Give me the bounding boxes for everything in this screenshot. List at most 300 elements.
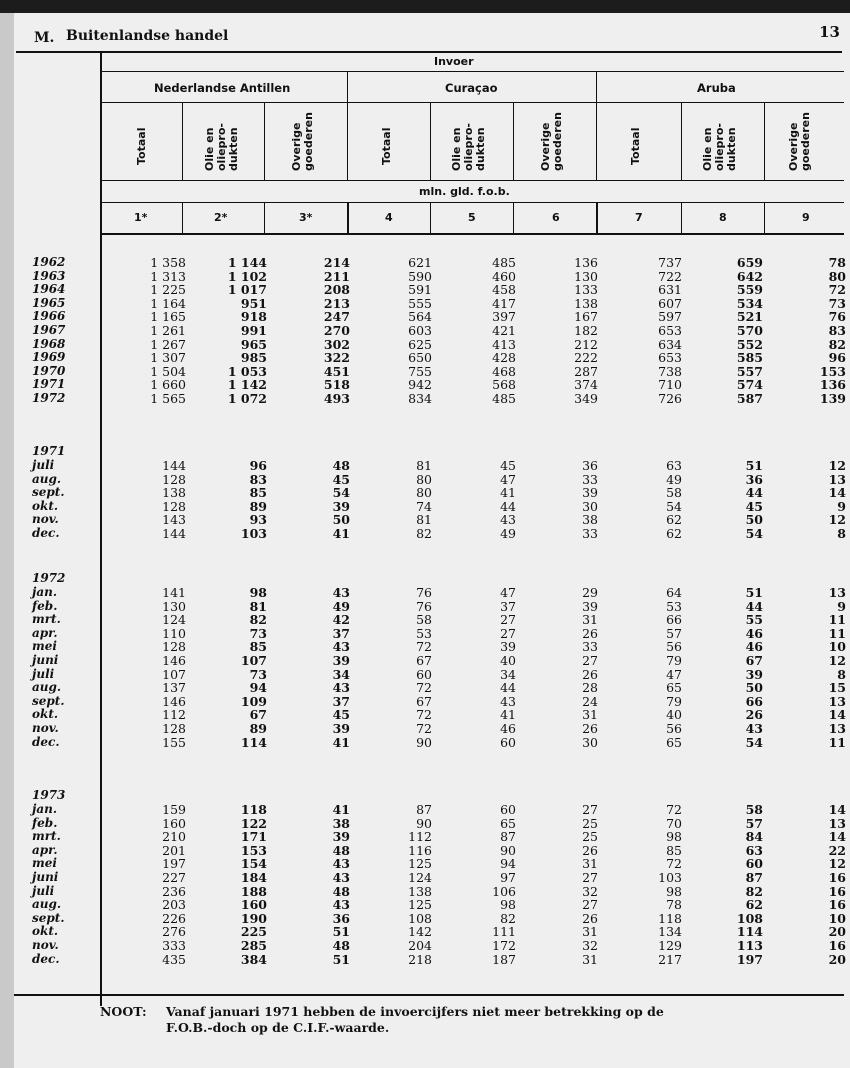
cell-col-5: 37 bbox=[500, 598, 516, 614]
cell-col-9: 73 bbox=[828, 295, 846, 311]
cell-col-5: 421 bbox=[492, 323, 516, 338]
col-number: 4 bbox=[385, 211, 393, 224]
cell-col-3: 270 bbox=[323, 323, 350, 338]
table-row bbox=[14, 600, 850, 614]
region-header-curacao: Curaçao bbox=[445, 81, 498, 95]
cell-col-3: 48 bbox=[332, 883, 350, 899]
cell-col-7: 79 bbox=[666, 693, 682, 709]
row-label: 1963 bbox=[32, 268, 66, 283]
cell-col-3: 54 bbox=[332, 485, 350, 501]
cell-col-6: 27 bbox=[582, 897, 598, 913]
cell-col-5: 44 bbox=[500, 498, 516, 514]
cell-col-5: 82 bbox=[500, 910, 516, 926]
cell-col-1: 128 bbox=[162, 639, 186, 655]
cell-col-9: 136 bbox=[819, 377, 846, 393]
cell-col-5: 39 bbox=[500, 639, 516, 655]
row-label: okt. bbox=[32, 707, 59, 722]
cell-col-3: 50 bbox=[332, 512, 350, 528]
cell-col-6: 31 bbox=[582, 951, 598, 967]
cell-col-5: 27 bbox=[500, 612, 516, 628]
cell-col-3: 39 bbox=[332, 829, 350, 845]
cell-col-6: 31 bbox=[582, 707, 598, 723]
table-row bbox=[14, 885, 850, 899]
cell-col-7: 79 bbox=[666, 653, 682, 668]
cell-col-5: 34 bbox=[500, 666, 516, 682]
cell-col-7: 63 bbox=[666, 458, 682, 473]
col-divider bbox=[264, 102, 265, 180]
cell-col-6: 24 bbox=[582, 693, 598, 709]
cell-col-6: 167 bbox=[574, 309, 598, 325]
page-title: Buitenlandse handel bbox=[66, 28, 229, 44]
cell-col-6: 182 bbox=[574, 323, 598, 338]
cell-col-6: 31 bbox=[582, 924, 598, 940]
cell-col-4: 603 bbox=[408, 323, 432, 338]
cell-col-7: 607 bbox=[658, 295, 682, 311]
col-label-text: goederen bbox=[799, 112, 812, 171]
cell-col-1: 144 bbox=[162, 526, 186, 541]
cell-col-2: 951 bbox=[240, 295, 267, 311]
cell-col-9: 96 bbox=[828, 350, 846, 366]
table-row bbox=[14, 708, 850, 722]
cell-col-7: 70 bbox=[666, 815, 682, 831]
cell-col-1: 1 267 bbox=[150, 336, 186, 352]
cell-col-1: 146 bbox=[162, 653, 186, 668]
cell-col-4: 67 bbox=[416, 693, 432, 709]
cell-col-2: 67 bbox=[249, 707, 267, 723]
cell-col-3: 322 bbox=[323, 350, 350, 366]
cell-col-1: 1 164 bbox=[150, 295, 186, 311]
cell-col-9: 10 bbox=[828, 639, 846, 655]
cell-col-5: 41 bbox=[500, 485, 516, 501]
cell-col-4: 142 bbox=[408, 924, 432, 940]
cell-col-3: 48 bbox=[332, 938, 350, 953]
cell-col-8: 642 bbox=[736, 268, 763, 284]
cell-col-6: 31 bbox=[582, 612, 598, 628]
cell-col-6: 32 bbox=[582, 883, 598, 899]
cell-col-9: 8 bbox=[837, 526, 846, 541]
cell-col-4: 81 bbox=[416, 512, 432, 528]
cell-col-1: 107 bbox=[162, 666, 186, 682]
table-row bbox=[14, 513, 850, 527]
col-label-text: dukten bbox=[725, 127, 738, 171]
cell-col-3: 51 bbox=[332, 924, 350, 940]
cell-col-5: 27 bbox=[500, 625, 516, 641]
table-row bbox=[14, 925, 850, 939]
cell-col-8: 66 bbox=[745, 693, 763, 709]
row-label: 1971 bbox=[32, 377, 66, 392]
cell-col-7: 597 bbox=[658, 309, 682, 325]
col-label-5 bbox=[451, 123, 487, 171]
cell-col-5: 60 bbox=[500, 734, 516, 750]
cell-col-5: 106 bbox=[492, 883, 516, 899]
cell-col-6: 28 bbox=[582, 680, 598, 696]
cell-col-4: 76 bbox=[416, 598, 432, 614]
table-row bbox=[14, 527, 850, 541]
cell-col-3: 45 bbox=[332, 471, 350, 487]
num-divider bbox=[764, 202, 765, 234]
table-row bbox=[14, 297, 850, 311]
cell-col-5: 97 bbox=[500, 870, 516, 885]
cell-col-9: 10 bbox=[828, 910, 846, 926]
row-label: juli bbox=[32, 666, 55, 681]
table-row bbox=[14, 324, 850, 338]
table-row bbox=[14, 310, 850, 324]
cell-col-4: 80 bbox=[416, 471, 432, 487]
cell-col-4: 60 bbox=[416, 666, 432, 682]
cell-col-7: 738 bbox=[658, 363, 682, 379]
cell-col-4: 72 bbox=[416, 639, 432, 655]
cell-col-6: 133 bbox=[574, 282, 598, 298]
cell-col-6: 25 bbox=[582, 829, 598, 845]
col-label-text: goederen bbox=[302, 112, 315, 171]
cell-col-7: 47 bbox=[666, 666, 682, 682]
cell-col-2: 114 bbox=[240, 734, 267, 750]
table-row bbox=[14, 695, 850, 709]
table-row bbox=[14, 473, 850, 487]
cell-col-9: 13 bbox=[828, 721, 846, 736]
table-row bbox=[14, 351, 850, 365]
col-number: 2* bbox=[214, 211, 228, 224]
cell-col-7: 98 bbox=[666, 829, 682, 845]
col-number: 8 bbox=[719, 211, 727, 224]
cell-col-5: 90 bbox=[500, 842, 516, 858]
cell-col-1: 138 bbox=[162, 485, 186, 501]
cell-col-7: 118 bbox=[658, 910, 682, 926]
cell-col-5: 40 bbox=[500, 653, 516, 668]
cell-col-1: 1 565 bbox=[150, 391, 186, 406]
row-label: juli bbox=[32, 458, 55, 472]
col-divider bbox=[430, 102, 431, 180]
cell-col-2: 85 bbox=[249, 639, 267, 655]
cell-col-9: 11 bbox=[828, 612, 846, 628]
cell-col-9: 139 bbox=[819, 391, 846, 406]
cell-col-5: 45 bbox=[500, 458, 516, 473]
cell-col-9: 72 bbox=[828, 282, 846, 298]
cell-col-5: 47 bbox=[500, 471, 516, 487]
cell-col-4: 67 bbox=[416, 653, 432, 668]
cell-col-2: 107 bbox=[240, 653, 267, 668]
row-label: 1967 bbox=[32, 323, 66, 337]
row-label: dec. bbox=[32, 526, 60, 540]
table-row bbox=[14, 613, 850, 627]
cell-col-7: 58 bbox=[666, 485, 682, 501]
cell-col-3: 37 bbox=[332, 625, 350, 641]
cell-col-9: 16 bbox=[828, 897, 846, 913]
cell-col-1: 124 bbox=[162, 612, 186, 628]
cell-col-2: 98 bbox=[249, 585, 267, 600]
cell-col-2: 285 bbox=[240, 938, 267, 953]
cell-col-5: 46 bbox=[500, 721, 516, 736]
cell-col-9: 16 bbox=[828, 870, 846, 885]
cell-col-8: 82 bbox=[745, 883, 763, 899]
cell-col-9: 14 bbox=[828, 485, 846, 501]
cell-col-9: 12 bbox=[828, 856, 846, 872]
cell-col-6: 26 bbox=[582, 666, 598, 682]
note-text-line1: Vanaf januari 1971 hebben de invoercijfers niet meer betrekking op de bbox=[166, 1004, 664, 1019]
cell-col-9: 153 bbox=[819, 363, 846, 379]
table-row bbox=[14, 640, 850, 654]
cell-col-1: 197 bbox=[162, 856, 186, 872]
table-row bbox=[14, 912, 850, 926]
row-label: feb. bbox=[32, 815, 58, 830]
row-label: sept. bbox=[32, 910, 65, 925]
cell-col-6: 138 bbox=[574, 295, 598, 311]
cell-col-9: 16 bbox=[828, 938, 846, 953]
cell-col-7: 56 bbox=[666, 721, 682, 736]
unit-rule-top bbox=[100, 180, 844, 181]
table-row bbox=[14, 486, 850, 500]
cell-col-5: 413 bbox=[492, 336, 516, 352]
cell-col-6: 212 bbox=[574, 336, 598, 352]
row-label: 1964 bbox=[32, 282, 66, 297]
cell-col-8: 67 bbox=[745, 653, 763, 668]
cell-col-2: 1 142 bbox=[227, 377, 267, 393]
cell-col-4: 53 bbox=[416, 625, 432, 641]
col-label-text: oliepro- bbox=[713, 123, 726, 171]
cell-col-4: 72 bbox=[416, 680, 432, 696]
row-label: mrt. bbox=[32, 829, 61, 844]
cell-col-1: 276 bbox=[162, 924, 186, 940]
cell-col-1: 236 bbox=[162, 883, 186, 899]
cell-col-1: 141 bbox=[162, 585, 186, 600]
cell-col-7: 134 bbox=[658, 924, 682, 940]
row-label: dec. bbox=[32, 734, 60, 749]
cell-col-2: 154 bbox=[240, 856, 267, 872]
cell-col-1: 155 bbox=[162, 734, 186, 750]
cell-col-2: 190 bbox=[240, 910, 267, 926]
cell-col-3: 41 bbox=[332, 802, 350, 817]
table-row bbox=[14, 459, 850, 473]
table-row bbox=[14, 803, 850, 817]
cell-col-8: 51 bbox=[745, 458, 763, 473]
row-label: juni bbox=[32, 870, 59, 884]
cell-col-4: 90 bbox=[416, 815, 432, 831]
cell-col-8: 87 bbox=[745, 870, 763, 885]
cell-col-9: 20 bbox=[828, 951, 846, 967]
cell-col-8: 84 bbox=[745, 829, 763, 845]
cell-col-8: 36 bbox=[745, 471, 763, 487]
top-rule bbox=[16, 51, 842, 53]
cell-col-1: 130 bbox=[162, 598, 186, 614]
col-label-6 bbox=[540, 112, 564, 171]
cell-col-7: 62 bbox=[666, 512, 682, 528]
cell-col-3: 43 bbox=[332, 856, 350, 872]
cell-col-4: 942 bbox=[408, 377, 432, 393]
cell-col-3: 37 bbox=[332, 693, 350, 709]
cell-col-7: 722 bbox=[658, 268, 682, 284]
cell-col-3: 39 bbox=[332, 653, 350, 668]
cell-col-8: 45 bbox=[745, 498, 763, 514]
cell-col-4: 204 bbox=[408, 938, 432, 953]
cell-col-3: 43 bbox=[332, 870, 350, 885]
unit-label: mln. gld. f.o.b. bbox=[419, 185, 510, 198]
cell-col-4: 124 bbox=[408, 870, 432, 885]
cell-col-4: 112 bbox=[408, 829, 432, 845]
cell-col-2: 81 bbox=[249, 598, 267, 614]
row-label: juli bbox=[32, 883, 55, 898]
cell-col-8: 559 bbox=[736, 282, 763, 298]
cell-col-8: 60 bbox=[745, 856, 763, 872]
cell-col-7: 710 bbox=[658, 377, 682, 393]
cell-col-1: 203 bbox=[162, 897, 186, 913]
cell-col-2: 985 bbox=[240, 350, 267, 366]
cell-col-5: 458 bbox=[492, 282, 516, 298]
invoer-rule bbox=[100, 71, 844, 72]
cell-col-4: 218 bbox=[408, 951, 432, 967]
col-label-text: Totaal bbox=[380, 127, 393, 165]
row-label: 1966 bbox=[32, 309, 66, 324]
cell-col-7: 85 bbox=[666, 842, 682, 858]
cell-col-5: 98 bbox=[500, 897, 516, 913]
cell-col-4: 58 bbox=[416, 612, 432, 628]
row-label: sept. bbox=[32, 485, 65, 500]
cell-col-3: 48 bbox=[332, 458, 350, 473]
table-row bbox=[14, 668, 850, 682]
col-label-text: Olie en bbox=[450, 127, 463, 171]
cell-col-5: 485 bbox=[492, 255, 516, 270]
cell-col-8: 62 bbox=[745, 897, 763, 913]
cell-col-9: 8 bbox=[837, 666, 846, 682]
cell-col-3: 211 bbox=[323, 268, 350, 284]
cell-col-8: 587 bbox=[736, 391, 763, 406]
table-row bbox=[14, 378, 850, 392]
num-divider bbox=[264, 202, 265, 234]
cell-col-7: 65 bbox=[666, 734, 682, 750]
col-label-9 bbox=[788, 112, 812, 171]
cell-col-9: 16 bbox=[828, 883, 846, 899]
table-bottom-rule bbox=[14, 994, 844, 996]
cell-col-2: 918 bbox=[240, 309, 267, 325]
row-label: apr. bbox=[32, 842, 58, 857]
cell-col-7: 98 bbox=[666, 883, 682, 899]
cell-col-9: 22 bbox=[828, 842, 846, 858]
table-row bbox=[14, 586, 850, 600]
cell-col-6: 26 bbox=[582, 721, 598, 736]
cell-col-3: 36 bbox=[332, 910, 350, 926]
cell-col-8: 44 bbox=[745, 485, 763, 501]
unit-rule-bottom bbox=[100, 202, 844, 203]
cell-col-4: 555 bbox=[408, 295, 432, 311]
num-divider bbox=[347, 202, 349, 234]
cell-col-3: 451 bbox=[323, 363, 350, 379]
cell-col-9: 13 bbox=[828, 585, 846, 600]
cell-col-1: 159 bbox=[162, 802, 186, 817]
cell-col-9: 9 bbox=[837, 598, 846, 614]
col-label-text: Olie en bbox=[701, 127, 714, 171]
cell-col-2: 122 bbox=[240, 815, 267, 831]
cell-col-2: 93 bbox=[249, 512, 267, 528]
cell-col-1: 1 261 bbox=[150, 323, 186, 338]
cell-col-2: 160 bbox=[240, 897, 267, 913]
cell-col-7: 737 bbox=[658, 255, 682, 270]
col-label-text: Olie en bbox=[203, 127, 216, 171]
col-number: 3* bbox=[299, 211, 313, 224]
cell-col-7: 129 bbox=[658, 938, 682, 953]
cell-col-8: 63 bbox=[745, 842, 763, 858]
row-label: okt. bbox=[32, 924, 59, 939]
cell-col-7: 66 bbox=[666, 612, 682, 628]
cell-col-7: 631 bbox=[658, 282, 682, 298]
cell-col-5: 485 bbox=[492, 391, 516, 406]
cell-col-1: 435 bbox=[162, 951, 186, 967]
cell-col-8: 521 bbox=[736, 309, 763, 325]
cell-col-2: 991 bbox=[240, 323, 267, 338]
cell-col-8: 108 bbox=[736, 910, 763, 926]
region-divider bbox=[596, 71, 597, 180]
col-label-1 bbox=[136, 128, 148, 165]
cell-col-1: 1 358 bbox=[150, 255, 186, 270]
col-number: 9 bbox=[802, 211, 810, 224]
col-label-text: Overige bbox=[539, 122, 552, 171]
block-title-1972: 1972 bbox=[32, 571, 66, 585]
table-row bbox=[14, 681, 850, 695]
cell-col-1: 1 504 bbox=[150, 363, 186, 379]
cell-col-9: 76 bbox=[828, 309, 846, 325]
cell-col-3: 43 bbox=[332, 680, 350, 696]
cell-col-6: 374 bbox=[574, 377, 598, 393]
row-label: 1972 bbox=[32, 391, 66, 405]
block-title-1971: 1971 bbox=[32, 444, 66, 458]
cell-col-3: 41 bbox=[332, 526, 350, 541]
num-divider bbox=[596, 202, 598, 234]
cell-col-1: 1 307 bbox=[150, 350, 186, 366]
table-row bbox=[14, 830, 850, 844]
cell-col-7: 53 bbox=[666, 598, 682, 614]
table-row bbox=[14, 736, 850, 750]
cell-col-1: 146 bbox=[162, 693, 186, 709]
table-row bbox=[14, 857, 850, 871]
cell-col-3: 208 bbox=[323, 282, 350, 298]
row-label: 1970 bbox=[32, 363, 66, 378]
cell-col-8: 557 bbox=[736, 363, 763, 379]
cell-col-8: 659 bbox=[736, 255, 763, 270]
cell-col-2: 73 bbox=[249, 666, 267, 682]
cell-col-6: 39 bbox=[582, 598, 598, 614]
cell-col-4: 138 bbox=[408, 883, 432, 899]
cell-col-8: 26 bbox=[745, 707, 763, 723]
table-row bbox=[14, 627, 850, 641]
cell-col-2: 225 bbox=[240, 924, 267, 940]
document-page bbox=[14, 13, 850, 1068]
cell-col-2: 83 bbox=[249, 471, 267, 487]
cell-col-7: 65 bbox=[666, 680, 682, 696]
cell-col-4: 87 bbox=[416, 802, 432, 817]
cell-col-1: 128 bbox=[162, 498, 186, 514]
cell-col-9: 9 bbox=[837, 498, 846, 514]
region-divider bbox=[347, 71, 348, 180]
row-label: okt. bbox=[32, 498, 59, 513]
cell-col-1: 201 bbox=[162, 842, 186, 858]
cell-col-9: 14 bbox=[828, 707, 846, 723]
cell-col-8: 197 bbox=[736, 951, 763, 967]
cell-col-2: 171 bbox=[240, 829, 267, 845]
cell-col-2: 384 bbox=[240, 951, 267, 967]
col-divider bbox=[513, 102, 514, 180]
cell-col-4: 82 bbox=[416, 526, 432, 541]
cell-col-2: 965 bbox=[240, 336, 267, 352]
cell-col-1: 143 bbox=[162, 512, 186, 528]
cell-col-5: 65 bbox=[500, 815, 516, 831]
cell-col-3: 493 bbox=[323, 391, 350, 406]
col-label-text: Totaal bbox=[629, 127, 642, 165]
cell-col-5: 568 bbox=[492, 377, 516, 393]
cell-col-8: 114 bbox=[736, 924, 763, 940]
col-label-text: oliepro- bbox=[215, 123, 228, 171]
cell-col-7: 103 bbox=[658, 870, 682, 885]
row-label: jan. bbox=[32, 802, 58, 816]
cell-col-3: 41 bbox=[332, 734, 350, 750]
cell-col-4: 834 bbox=[408, 391, 432, 406]
